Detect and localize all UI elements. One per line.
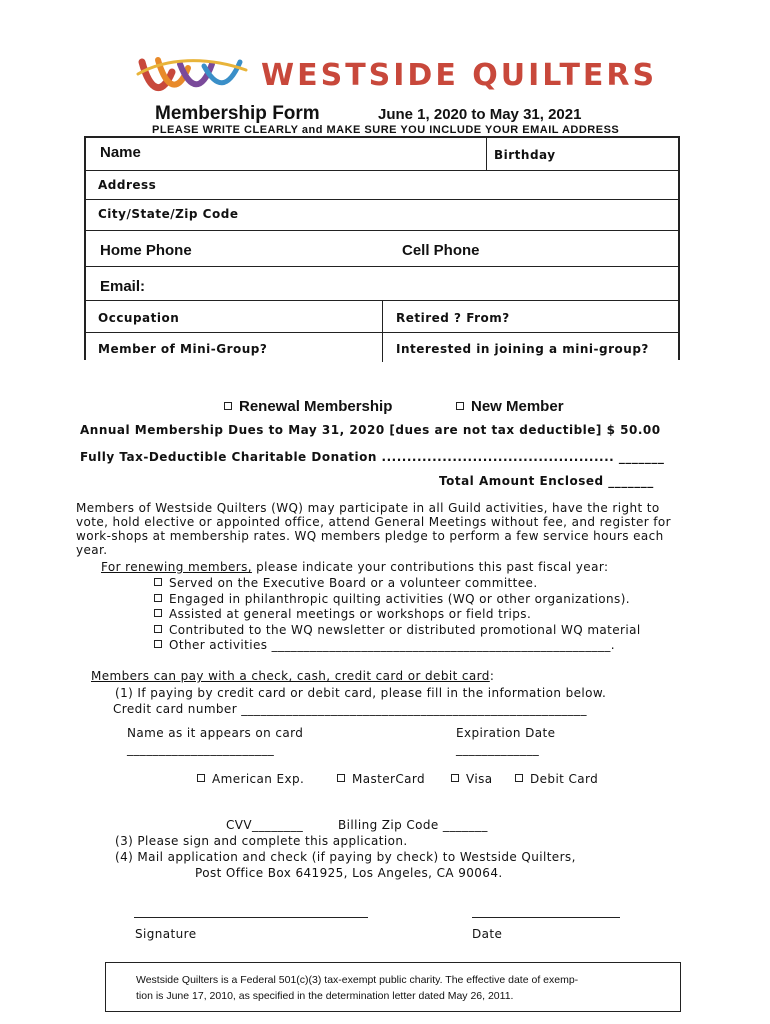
logo-text: WESTSIDE QUILTERS [261,58,658,93]
checkbox-icon[interactable] [154,640,162,648]
form-instructions: PLEASE WRITE CLEARLY and MAKE SURE YOU INCLUDE YOUR EMAIL ADDRESS [152,124,620,136]
address-field[interactable]: Address [98,178,157,192]
payment-heading: Members can pay with a check, cash, credit card or debit card: [91,669,495,683]
payment-step-1: (1) If paying by credit card or debit card, please fill in the information below. [115,686,607,700]
name-on-card-field[interactable]: _______________________ [127,742,275,756]
join-mini-group-field[interactable]: Interested in joining a mini-group? [396,342,649,356]
mailing-address: Post Office Box 641925, Los Angeles, CA 90064. [195,866,503,880]
occupation-field[interactable]: Occupation [98,311,180,325]
checkbox-icon[interactable] [154,594,162,602]
cvv-field[interactable]: CVV________ [226,818,304,832]
billing-zip-field[interactable]: Billing Zip Code _______ [338,818,488,832]
form-title: Membership Form [155,103,320,124]
info-fields-box [84,136,680,360]
new-member-option[interactable]: New Member [456,398,564,415]
renewal-membership-option[interactable]: Renewal Membership [224,398,392,415]
list-item[interactable]: Served on the Executive Board or a volunteer committee. [154,576,641,592]
expiration-field[interactable]: _____________ [456,742,540,756]
date-label: Date [472,927,503,941]
membership-info-paragraph: Members of Westside Quilters (WQ) may participate in all Guild activities, have the right to vote, hold elective or appointed office, attend General Meetings without fee, and register for work-shops at membership rates. WQ members pledge to perform a few service hours each year. [76,501,671,557]
checkbox-icon[interactable] [451,774,459,782]
retired-field[interactable]: Retired ? From? [396,311,510,325]
list-item[interactable]: Contributed to the WQ newsletter or distributed promotional WQ material [154,623,641,639]
card-type-visa[interactable]: Visa [451,772,493,786]
checkbox-icon[interactable] [154,625,162,633]
checkbox-icon[interactable] [337,774,345,782]
payment-step-3: (3) Please sign and complete this application. [115,834,408,848]
home-phone-field[interactable]: Home Phone [100,242,192,259]
checkbox-icon[interactable] [154,578,162,586]
donation-line[interactable]: Fully Tax-Deductible Charitable Donation .............................................. _______ [80,450,665,464]
list-item[interactable]: Assisted at general meetings or workshops or field trips. [154,607,641,623]
form-dates: June 1, 2020 to May 31, 2021 [378,106,582,123]
checkbox-icon[interactable] [515,774,523,782]
card-type-mastercard[interactable]: MasterCard [337,772,425,786]
expiration-label: Expiration Date [456,726,556,740]
logo-swirl-icon [136,52,248,100]
contributions-list [154,576,641,654]
checkbox-icon[interactable] [197,774,205,782]
signature-line[interactable] [134,917,368,918]
payment-step-4: (4) Mail application and check (if paying by check) to Westside Quilters, [115,850,576,864]
cell-phone-field[interactable]: Cell Phone [402,242,480,259]
signature-label: Signature [135,927,197,941]
total-line[interactable]: Total Amount Enclosed _______ [439,474,654,488]
checkbox-icon[interactable] [456,402,464,410]
tax-exempt-notice: Westside Quilters is a Federal 501(c)(3) tax-exempt public charity. The effective date of exemp- tion is June 17, 2010, as specified in the determination letter dated May 26, 2011. [105,962,681,1012]
name-on-card-label: Name as it appears on card [127,726,304,740]
checkbox-icon[interactable] [154,609,162,617]
list-item[interactable]: Other activities _____________________________________________________. [154,638,641,654]
list-item[interactable]: Engaged in philanthropic quilting activities (WQ or other organizations). [154,592,641,608]
birthday-field[interactable]: Birthday [494,148,556,162]
card-type-amex[interactable]: American Exp. [197,772,304,786]
city-state-zip-field[interactable]: City/State/Zip Code [98,207,239,221]
card-number-field[interactable]: Credit card number ______________________________________________________ [113,702,587,716]
dues-line: Annual Membership Dues to May 31, 2020 [dues are not tax deductible] $ 50.00 [80,423,661,437]
checkbox-icon[interactable] [224,402,232,410]
renewing-members-prompt: For renewing members, please indicate your contributions this past fiscal year: [101,560,609,574]
email-field[interactable]: Email: [100,278,146,295]
logo [136,52,658,102]
card-type-debit[interactable]: Debit Card [515,772,598,786]
mini-group-field[interactable]: Member of Mini-Group? [98,342,268,356]
date-line[interactable] [472,917,620,918]
name-field[interactable]: Name [100,144,141,161]
